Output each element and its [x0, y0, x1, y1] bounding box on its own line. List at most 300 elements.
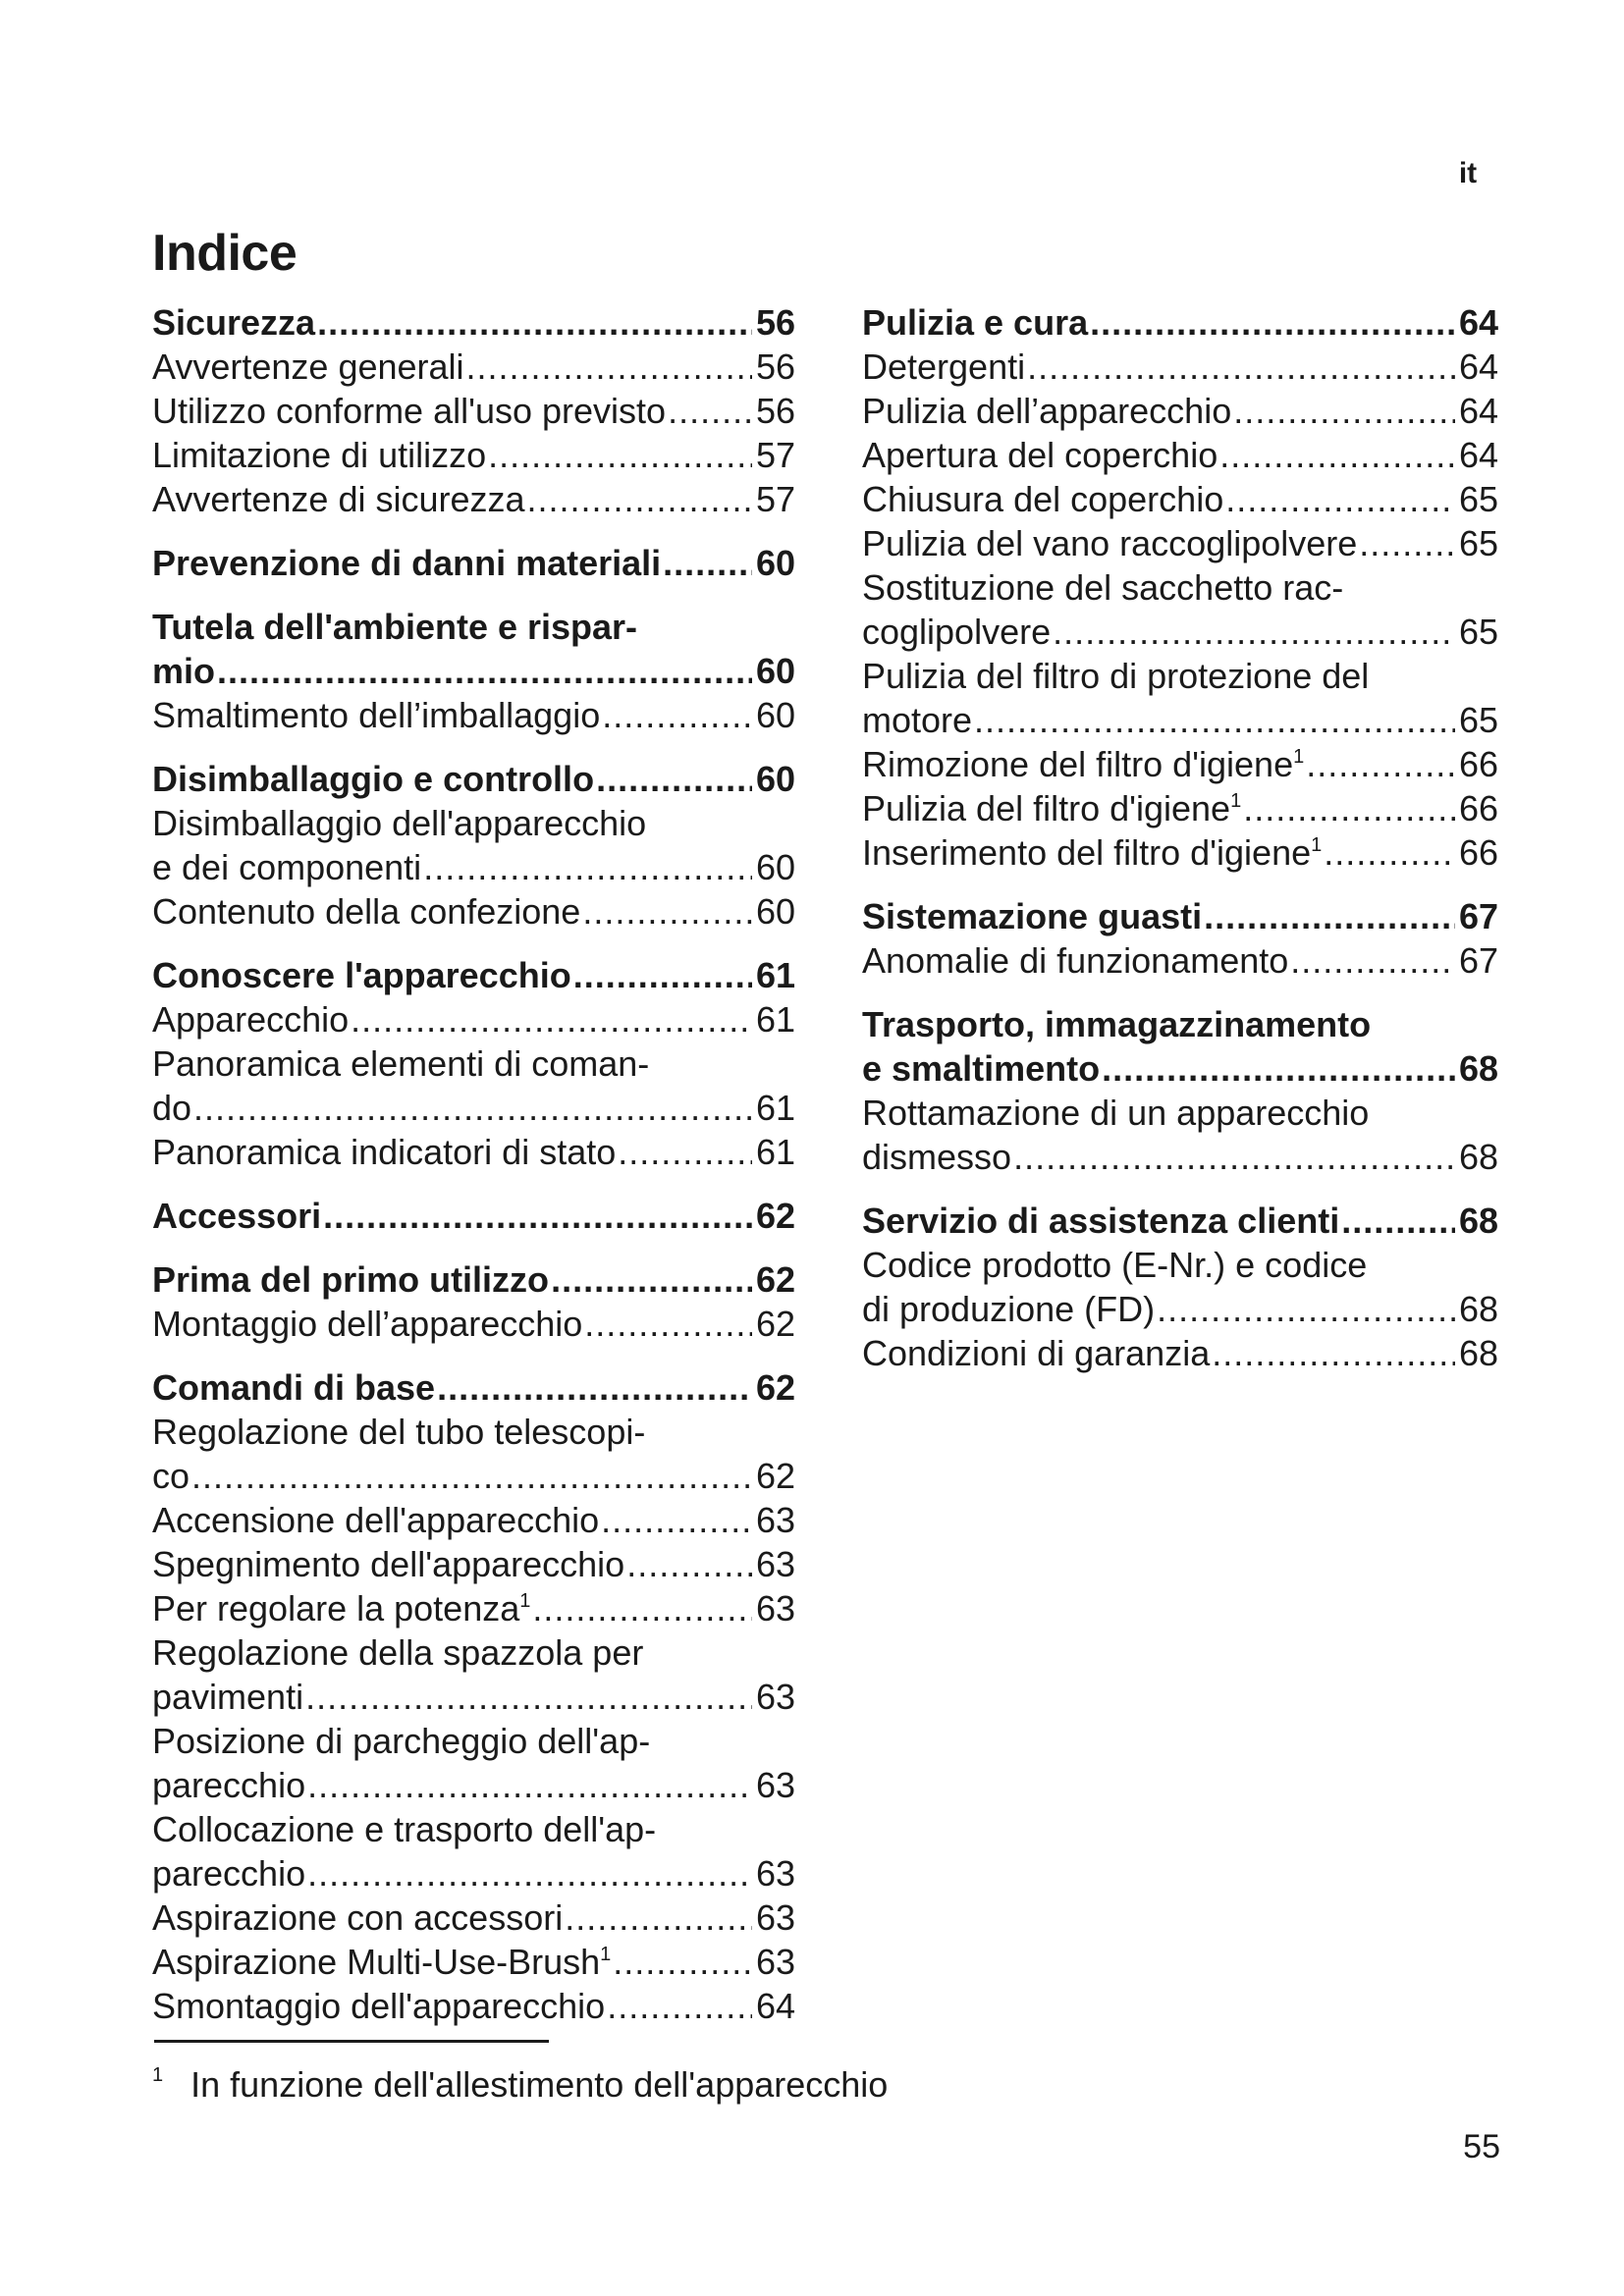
- toc-entry-label: [152, 757, 594, 801]
- toc-entry-label-line: Panoramica elementi di coman-: [152, 1043, 650, 1084]
- toc-entry-row: [862, 1331, 1498, 1375]
- toc-page-number: 56: [755, 391, 795, 431]
- toc-entry-label-line: Posizione di parcheggio dell'ap-: [152, 1721, 651, 1761]
- toc-entry-label: [862, 1135, 1011, 1179]
- toc-entry-label-text: Prevenzione di danni materiali: [152, 543, 662, 583]
- toc-page-number: 63: [755, 1677, 795, 1717]
- toc-entry-row: [152, 433, 795, 477]
- toc-entry-regolazione-della-spazzola-per-pavimenti[interactable]: [152, 1630, 795, 1719]
- toc-entry-label: [862, 521, 1357, 565]
- toc-page-number: 67: [1458, 940, 1498, 981]
- toc-group: [152, 300, 795, 521]
- toc-entry-pulizia-del-filtro-di-protezione-del-motore[interactable]: [862, 654, 1498, 742]
- dot-leader: [663, 541, 752, 585]
- dot-leader: [1204, 894, 1455, 938]
- dot-leader: [601, 1498, 752, 1542]
- toc-page-number: 60: [755, 543, 795, 583]
- toc-entry-per-regolare-la-potenza[interactable]: [152, 1586, 795, 1630]
- toc-section-prima-del-primo-utilizzo[interactable]: [152, 1257, 795, 1302]
- dot-leader: [527, 477, 752, 521]
- toc-entry-label-line: Tutela dell'ambiente e rispar-: [152, 607, 638, 647]
- toc-entry-label: [152, 300, 315, 345]
- toc-entry-pulizia-del-filtro-digiene[interactable]: [862, 786, 1498, 830]
- toc-group: [152, 1365, 795, 2028]
- toc-entry-row: [152, 1086, 795, 1130]
- toc-entry-label: [862, 1287, 1155, 1331]
- toc-entry-row: [152, 1586, 795, 1630]
- toc-page-number: 65: [1458, 700, 1498, 740]
- toc-entry-label: [152, 1257, 549, 1302]
- dot-leader: [1359, 521, 1455, 565]
- toc-entry-utilizzo-conforme-alluso-previsto[interactable]: [152, 389, 795, 433]
- toc-entry-label: [152, 1586, 530, 1630]
- toc-entry-label: [862, 742, 1304, 786]
- toc-entry-label: [152, 1086, 191, 1130]
- toc-entry-label-text: Aspirazione Multi-Use-Brush: [152, 1942, 601, 1982]
- toc-entry-row: [152, 1194, 795, 1238]
- toc-entry-sostituzione-del-sacchetto-rac-coglipolvere[interactable]: [862, 565, 1498, 654]
- toc-entry-label: [152, 1940, 611, 1984]
- toc-entry-row: [862, 830, 1498, 875]
- toc-entry-label-text: Limitazione di utilizzo: [152, 435, 487, 475]
- toc-entry-label-text: Chiusura del coperchio: [862, 479, 1224, 519]
- toc-entry-label-line: Regolazione del tubo telescopi-: [152, 1412, 646, 1452]
- toc-entry-label-text: Accessori: [152, 1196, 322, 1236]
- toc-group: [862, 1199, 1498, 1375]
- dot-leader: [307, 1763, 752, 1807]
- toc-entry-label-text: parecchio: [152, 1853, 306, 1894]
- toc-entry-row: [862, 742, 1498, 786]
- toc-entry-row: [152, 997, 795, 1041]
- toc-group: [152, 605, 795, 737]
- toc-page-number: 66: [1458, 832, 1498, 873]
- toc-entry-row: [862, 521, 1498, 565]
- toc-page-number: 66: [1458, 788, 1498, 828]
- toc-page-number: 62: [755, 1259, 795, 1300]
- toc-entry-row: [152, 541, 795, 585]
- toc-entry-condizioni-di-garanzia[interactable]: [862, 1331, 1498, 1375]
- toc-group: [152, 1194, 795, 1238]
- dot-leader: [565, 1896, 752, 1940]
- toc-entry-smontaggio-dellapparecchio[interactable]: [152, 1984, 795, 2028]
- toc-entry-label-text: co: [152, 1456, 190, 1496]
- toc-entry-label-line: Pulizia del filtro di protezione del: [862, 656, 1370, 696]
- dot-leader: [193, 1086, 752, 1130]
- toc-section-accessori[interactable]: [152, 1194, 795, 1238]
- toc-page-number: 57: [755, 479, 795, 519]
- toc-entry-row: [152, 1984, 795, 2028]
- toc-entry-row: [152, 693, 795, 737]
- toc-page-number: 60: [755, 651, 795, 691]
- toc-entry-row: [152, 1940, 795, 1984]
- dot-leader: [1013, 1135, 1455, 1179]
- toc-entry-label-text: Rimozione del filtro d'igiene: [862, 744, 1294, 784]
- toc-page-number: 63: [755, 1897, 795, 1938]
- toc-entry-label: [152, 1675, 303, 1719]
- toc-entry-row: [152, 1498, 795, 1542]
- toc-entry-row: [862, 894, 1498, 938]
- toc-entry-label: [862, 894, 1202, 938]
- dot-leader: [307, 1851, 752, 1896]
- toc-entry-row: [152, 845, 795, 889]
- toc-entry-anomalie-di-funzionamento[interactable]: [862, 938, 1498, 983]
- toc-entry-row: [152, 345, 795, 389]
- footnote-divider: [154, 2040, 549, 2043]
- toc-entry-apparecchio[interactable]: [152, 997, 795, 1041]
- toc-section-pulizia-e-cura[interactable]: [862, 300, 1498, 345]
- toc-entry-aspirazione-multi-use-brush[interactable]: [152, 1940, 795, 1984]
- toc-entry-row: [152, 477, 795, 521]
- footnote-reference: 1: [600, 1944, 612, 1965]
- toc-entry-label-text: do: [152, 1088, 192, 1128]
- toc-entry-label-line: Codice prodotto (E-Nr.) e codice: [862, 1245, 1368, 1285]
- toc-entry-label-text: Avvertenze generali: [152, 347, 464, 387]
- toc-group: [152, 757, 795, 934]
- toc-entry-label-text: Detergenti: [862, 347, 1026, 387]
- page-title: Indice: [152, 225, 298, 282]
- toc-entry-label: [862, 938, 1288, 983]
- dot-leader: [1324, 830, 1455, 875]
- toc-entry-montaggio-dellapparecchio[interactable]: [152, 1302, 795, 1346]
- toc-entry-label-text: Accensione dell'apparecchio: [152, 1500, 600, 1540]
- toc-section-disimballaggio-e-controllo[interactable]: [152, 757, 795, 801]
- toc-page-number: 63: [755, 1588, 795, 1629]
- footnote-reference: 1: [519, 1590, 531, 1612]
- dot-leader: [437, 1365, 752, 1410]
- toc-entry-label: [862, 345, 1025, 389]
- toc-entry-label-text: Montaggio dell’apparecchio: [152, 1304, 583, 1344]
- toc-page-number: 65: [1458, 479, 1498, 519]
- toc-entry-codice-prodotto-e-nr-e-codice-di-produzione-fd[interactable]: [862, 1243, 1498, 1331]
- toc-entry-inserimento-del-filtro-digiene[interactable]: [862, 830, 1498, 875]
- toc-page-number: 61: [755, 1132, 795, 1172]
- toc-entry-aspirazione-con-accessori[interactable]: [152, 1896, 795, 1940]
- toc-entry-label-line: Rottamazione di un apparecchio: [862, 1093, 1370, 1133]
- toc-entry-rimozione-del-filtro-digiene[interactable]: [862, 742, 1498, 786]
- toc-entry-label-text: pavimenti: [152, 1677, 304, 1717]
- toc-group: [152, 1257, 795, 1346]
- toc-entry-label-line: Sostituzione del sacchetto rac-: [862, 567, 1344, 608]
- toc-entry-label-text: Anomalie di funzionamento: [862, 940, 1289, 981]
- toc-entry-row: [152, 1896, 795, 1940]
- toc-entry-label: [152, 1542, 624, 1586]
- toc-section-servizio-di-assistenza-clienti[interactable]: [862, 1199, 1498, 1243]
- toc-page-number: 63: [755, 1544, 795, 1584]
- toc-page-number: 60: [755, 759, 795, 799]
- toc-entry-label-text: di produzione (FD): [862, 1289, 1156, 1329]
- toc-entry-label-text: mio: [152, 651, 216, 691]
- dot-leader: [305, 1675, 752, 1719]
- toc-entry-rottamazione-di-un-apparecchio-dismesso[interactable]: [862, 1091, 1498, 1179]
- dot-leader: [573, 953, 752, 997]
- dot-leader: [1090, 300, 1455, 345]
- toc-entry-label-text: e dei componenti: [152, 847, 422, 887]
- toc-group: [862, 894, 1498, 983]
- toc-entry-label-text: e smaltimento: [862, 1048, 1101, 1089]
- toc-entry-label: [862, 433, 1218, 477]
- toc-group: [152, 953, 795, 1174]
- toc-page-number: 62: [755, 1196, 795, 1236]
- footnote-reference: 1: [1293, 746, 1305, 768]
- toc-entry-pulizia-dellapparecchio[interactable]: [862, 389, 1498, 433]
- toc-entry-label-text: Avvertenze di sicurezza: [152, 479, 525, 519]
- dot-leader: [974, 698, 1455, 742]
- toc-entry-label: [152, 433, 486, 477]
- toc-entry-label-text: Apertura del coperchio: [862, 435, 1218, 475]
- toc-page-number: 68: [1458, 1137, 1498, 1177]
- toc-entry-accensione-dellapparecchio[interactable]: [152, 1498, 795, 1542]
- toc-section-sicurezza[interactable]: [152, 300, 795, 345]
- toc-entry-label-text: Pulizia e cura: [862, 302, 1089, 343]
- toc-entry-label-text: Panoramica indicatori di stato: [152, 1132, 617, 1172]
- toc-entry-label-text: coglipolvere: [862, 612, 1052, 652]
- toc-entry-row: [152, 1257, 795, 1302]
- toc-entry-label: [152, 1984, 605, 2028]
- toc-entry-label: [862, 1046, 1100, 1091]
- toc-entry-row: [152, 1542, 795, 1586]
- toc-entry-label: [152, 845, 421, 889]
- toc-page-number: 56: [755, 347, 795, 387]
- toc-entry-avvertenze-di-sicurezza[interactable]: [152, 477, 795, 521]
- footnote-reference: 1: [1311, 834, 1323, 856]
- toc-entry-row: [862, 786, 1498, 830]
- toc-page-number: 63: [755, 1765, 795, 1805]
- toc-entry-label-text: parecchio: [152, 1765, 306, 1805]
- dot-leader: [1233, 389, 1455, 433]
- toc-entry-label: [152, 1454, 189, 1498]
- toc-entry-label-text: Sistemazione guasti: [862, 896, 1203, 936]
- toc-entry-label-line: Disimballaggio dell'apparecchio: [152, 803, 647, 843]
- toc-section-comandi-di-base[interactable]: [152, 1365, 795, 1410]
- toc-entry-label-text: Prima del primo utilizzo: [152, 1259, 550, 1300]
- footnote: [152, 2054, 888, 2107]
- dot-leader: [602, 693, 752, 737]
- dot-leader: [607, 1984, 752, 2028]
- toc-page-number: 63: [755, 1942, 795, 1982]
- dot-leader: [584, 1302, 752, 1346]
- toc-entry-row: [152, 389, 795, 433]
- footnote-mark: 1: [152, 2064, 164, 2086]
- toc-entry-limitazione-di-utilizzo[interactable]: [152, 433, 795, 477]
- toc-entry-row: [152, 649, 795, 693]
- toc-entry-row: [862, 477, 1498, 521]
- toc-entry-label-text: Spegnimento dell'apparecchio: [152, 1544, 625, 1584]
- toc-entry-row: [862, 1199, 1498, 1243]
- toc-entry-label: [862, 1331, 1210, 1375]
- toc-entry-row: [862, 300, 1498, 345]
- toc-entry-row: [152, 300, 795, 345]
- dot-leader: [1212, 1331, 1455, 1375]
- toc-entry-row: [152, 1130, 795, 1174]
- toc-entry-row: [152, 1675, 795, 1719]
- toc-entry-apertura-del-coperchio[interactable]: [862, 433, 1498, 477]
- toc-entry-label: [152, 1365, 435, 1410]
- toc-entry-label: [152, 389, 666, 433]
- dot-leader: [351, 997, 752, 1041]
- toc-entry-avvertenze-generali[interactable]: [152, 345, 795, 389]
- toc-section-tutela-dellambiente-e-rispar-mio[interactable]: [152, 605, 795, 693]
- toc-page-number: 64: [755, 1986, 795, 2026]
- toc-group: [862, 1002, 1498, 1179]
- toc-entry-label-text: Contenuto della confezione: [152, 891, 581, 932]
- toc-entry-label: [862, 786, 1241, 830]
- footnote-text: In funzione dell'allestimento dell'apparecchio: [190, 2064, 889, 2105]
- toc-entry-label-text: Pulizia del vano raccoglipolvere: [862, 523, 1358, 563]
- toc-page-number: 68: [1458, 1333, 1498, 1373]
- toc-column-left: [152, 300, 795, 2048]
- toc-page-number: 68: [1458, 1201, 1498, 1241]
- toc-entry-label-text: Pulizia dell’apparecchio: [862, 391, 1232, 431]
- toc-entry-label-text: Apparecchio: [152, 999, 350, 1040]
- dot-leader: [423, 845, 752, 889]
- toc-page-number: 61: [755, 1088, 795, 1128]
- toc-entry-label: [862, 1199, 1339, 1243]
- language-tag: it: [1458, 157, 1478, 189]
- dot-leader: [1157, 1287, 1455, 1331]
- toc-entry-contenuto-della-confezione[interactable]: [152, 889, 795, 934]
- toc-entry-label: [152, 693, 600, 737]
- toc-entry-panoramica-elementi-di-coman-do[interactable]: [152, 1041, 795, 1130]
- toc-entry-disimballaggio-dellapparecchio-e-dei-componenti[interactable]: [152, 801, 795, 889]
- toc-entry-row: [862, 433, 1498, 477]
- toc-page-number: 57: [755, 435, 795, 475]
- toc-entry-label-text: Pulizia del filtro d'igiene: [862, 788, 1231, 828]
- toc-entry-label: [152, 1302, 582, 1346]
- toc-entry-label: [152, 541, 661, 585]
- toc-entry-row: [152, 889, 795, 934]
- page-number: 55: [1463, 2128, 1500, 2165]
- toc-page-number: 62: [755, 1456, 795, 1496]
- toc-entry-label: [152, 1498, 599, 1542]
- toc-entry-label-text: Smaltimento dell’imballaggio: [152, 695, 601, 735]
- toc-entry-label: [152, 997, 349, 1041]
- toc-entry-label: [152, 345, 464, 389]
- toc-entry-row: [862, 345, 1498, 389]
- toc-entry-row: [152, 1763, 795, 1807]
- toc-page-number: 61: [755, 955, 795, 995]
- toc-section-trasporto-immagazzinamento-e-smaltimento[interactable]: [862, 1002, 1498, 1091]
- footnote-reference: 1: [1230, 790, 1242, 812]
- toc-page-number: 68: [1458, 1289, 1498, 1329]
- dot-leader: [596, 757, 752, 801]
- toc-page-number: 64: [1458, 435, 1498, 475]
- toc-entry-row: [152, 757, 795, 801]
- toc-section-conoscere-lapparecchio[interactable]: [152, 953, 795, 997]
- dot-leader: [626, 1542, 752, 1586]
- toc-entry-row: [152, 1302, 795, 1346]
- toc-entry-label: [152, 649, 215, 693]
- toc-entry-label: [862, 477, 1223, 521]
- toc-entry-label: [152, 1763, 305, 1807]
- toc-section-prevenzione-di-danni-materiali[interactable]: [152, 541, 795, 585]
- dot-leader: [1053, 610, 1455, 654]
- toc-entry-label-text: Conoscere l'apparecchio: [152, 955, 571, 995]
- toc-entry-chiusura-del-coperchio[interactable]: [862, 477, 1498, 521]
- dot-leader: [1243, 786, 1455, 830]
- dot-leader: [582, 889, 752, 934]
- toc-section-sistemazione-guasti[interactable]: [862, 894, 1498, 938]
- toc-page-number: 63: [755, 1500, 795, 1540]
- toc-entry-label: [862, 300, 1088, 345]
- toc-entry-detergenti[interactable]: [862, 345, 1498, 389]
- toc-entry-row: [862, 1135, 1498, 1179]
- toc-entry-label: [862, 698, 972, 742]
- toc-entry-label: [152, 1130, 616, 1174]
- toc-entry-label: [152, 1851, 305, 1896]
- toc-entry-row: [152, 1454, 795, 1498]
- toc-page-number: 65: [1458, 612, 1498, 652]
- dot-leader: [488, 433, 752, 477]
- dot-leader: [1219, 433, 1455, 477]
- toc-entry-label: [152, 1896, 563, 1940]
- toc-entry-panoramica-indicatori-di-stato[interactable]: [152, 1130, 795, 1174]
- toc-entry-label-text: Disimballaggio e controllo: [152, 759, 595, 799]
- toc-entry-row: [152, 953, 795, 997]
- dot-leader: [1027, 345, 1455, 389]
- toc-entry-label: [862, 830, 1322, 875]
- toc-entry-row: [862, 610, 1498, 654]
- toc-entry-regolazione-del-tubo-telescopi-co[interactable]: [152, 1410, 795, 1498]
- dot-leader: [317, 300, 752, 345]
- dot-leader: [618, 1130, 752, 1174]
- dot-leader: [323, 1194, 752, 1238]
- dot-leader: [1102, 1046, 1455, 1091]
- toc-entry-posizione-di-parcheggio-dellap-parecchio[interactable]: [152, 1719, 795, 1807]
- dot-leader: [1341, 1199, 1455, 1243]
- toc-entry-smaltimento-dellimballaggio[interactable]: [152, 693, 795, 737]
- toc-entry-label-line: Trasporto, immagazzinamento: [862, 1004, 1372, 1044]
- dot-leader: [191, 1454, 752, 1498]
- toc-page-number: 65: [1458, 523, 1498, 563]
- toc-entry-label: [152, 1194, 321, 1238]
- dot-leader: [217, 649, 752, 693]
- toc-entry-row: [862, 1046, 1498, 1091]
- toc-entry-row: [862, 698, 1498, 742]
- toc-page-number: 67: [1458, 896, 1498, 936]
- toc-entry-label-text: Sicurezza: [152, 302, 316, 343]
- toc-entry-label-text: Condizioni di garanzia: [862, 1333, 1211, 1373]
- toc-page-number: 60: [755, 695, 795, 735]
- toc-entry-label-text: Aspirazione con accessori: [152, 1897, 564, 1938]
- toc-page-number: 60: [755, 891, 795, 932]
- toc-entry-label-line: Regolazione della spazzola per: [152, 1632, 644, 1673]
- toc-entry-spegnimento-dellapparecchio[interactable]: [152, 1542, 795, 1586]
- toc-group: [152, 541, 795, 585]
- toc-page-number: 60: [755, 847, 795, 887]
- dot-leader: [1306, 742, 1455, 786]
- toc-entry-label-line: Collocazione e trasporto dell'ap-: [152, 1809, 657, 1849]
- toc-page-number: 62: [755, 1304, 795, 1344]
- toc-page-number: 64: [1458, 347, 1498, 387]
- toc-page-number: 64: [1458, 391, 1498, 431]
- toc-entry-row: [152, 1851, 795, 1896]
- dot-leader: [551, 1257, 752, 1302]
- toc-page-number: 63: [755, 1853, 795, 1894]
- toc-entry-label: [862, 610, 1051, 654]
- toc-entry-label: [152, 889, 580, 934]
- toc-entry-label-text: Inserimento del filtro d'igiene: [862, 832, 1312, 873]
- dot-leader: [532, 1586, 752, 1630]
- toc-entry-collocazione-e-trasporto-dellap-parecchio[interactable]: [152, 1807, 795, 1896]
- toc-entry-label: [152, 477, 525, 521]
- toc-entry-label-text: Utilizzo conforme all'uso previsto: [152, 391, 667, 431]
- toc-column-right: [862, 300, 1498, 1395]
- toc-entry-row: [152, 1365, 795, 1410]
- toc-entry-label: [862, 389, 1231, 433]
- toc-entry-pulizia-del-vano-raccoglipolvere[interactable]: [862, 521, 1498, 565]
- dot-leader: [1225, 477, 1455, 521]
- toc-entry-label-text: Per regolare la potenza: [152, 1588, 520, 1629]
